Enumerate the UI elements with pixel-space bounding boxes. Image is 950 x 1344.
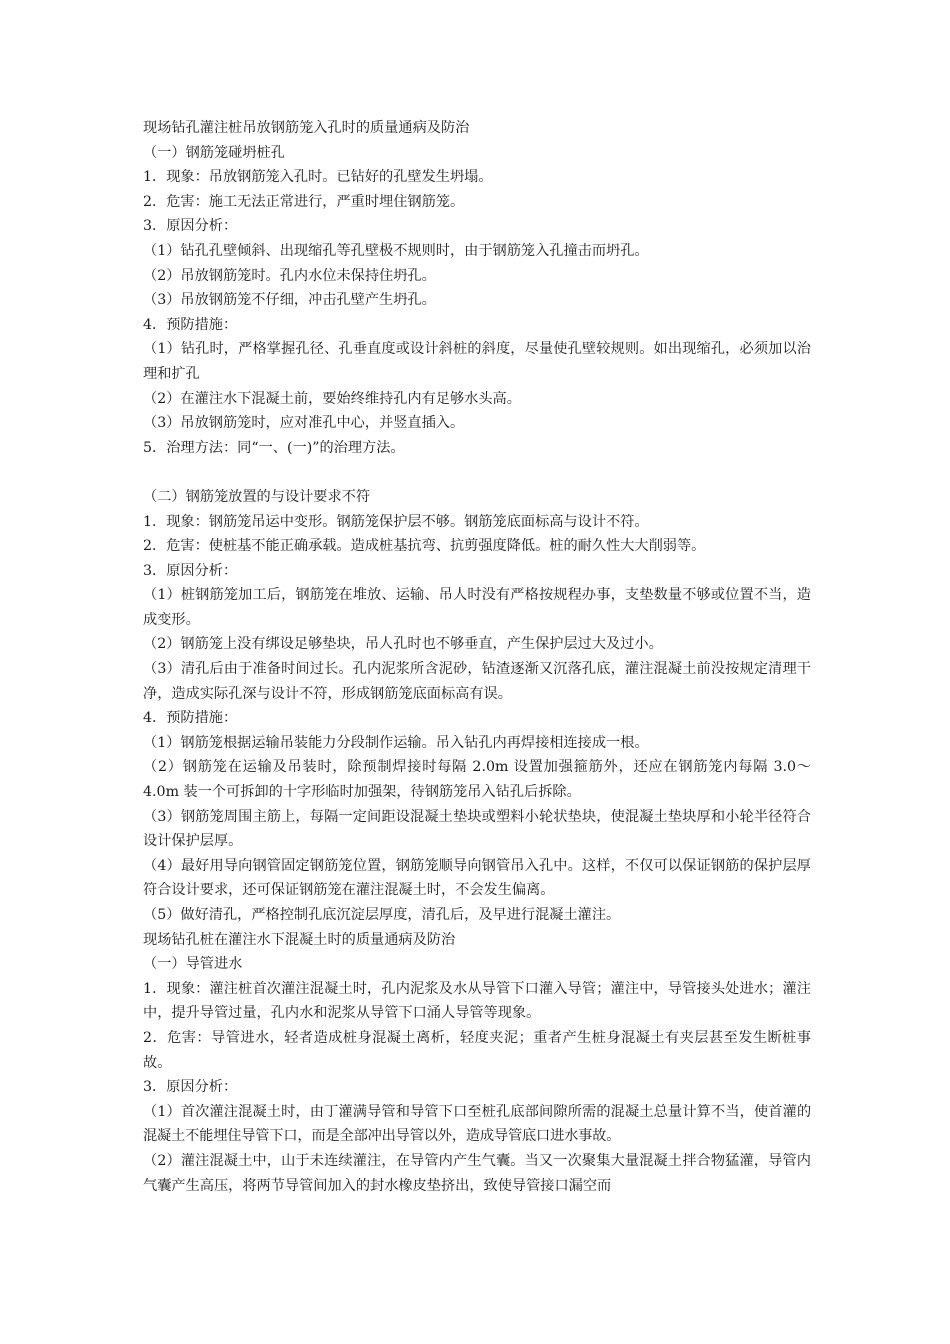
paragraph: 4．预防措施：	[143, 316, 238, 333]
paragraph: （4）最好用导向钢管固定钢筋笼位置，钢筋笼顺导向钢管吊入孔中。这样，不仅可以保证钢筋的保护层厚符合设计要求，还可保证钢筋笼在灌注混凝土时，不会发生偏离。	[143, 857, 811, 899]
paragraph: 3．原因分析：	[143, 1079, 238, 1096]
paragraph: （5）做好清孔，严格控制孔底沉淀层厚度，清孔后，及早进行混凝土灌注。	[143, 907, 621, 923]
blank-line	[143, 460, 811, 485]
paragraph: （1）首次灌注混凝土时，由丁灌满导管和导管下口至桩孔底部间隙所需的混凝土总量计算不当，使首灌的混凝土不能埋住导管下口，而是全部冲出导管以外，造成导管底口进水事故。	[143, 1103, 811, 1145]
paragraph: 3．原因分析：	[143, 218, 238, 235]
paragraph: 5．治理方法：同“一、(一)”的治理方法。	[143, 439, 405, 456]
paragraph: 4．预防措施：	[143, 710, 238, 727]
paragraph: 1．现象：吊放钢筋笼入孔时。已钻好的孔壁发生坍塌。	[143, 169, 493, 186]
paragraph: （3）吊放钢筋笼时，应对准孔中心，并竖直插入。	[143, 415, 465, 432]
doc-title: 现场钻孔桩在灌注水下混凝土时的质量通病及防治	[143, 931, 456, 948]
paragraph: （1）钻孔孔壁倾斜、出现缩孔等孔壁极不规则时，由于钢筋笼入孔撞击而坍孔。	[143, 242, 649, 259]
paragraph: 1．现象：灌注桩首次灌注混凝土时，孔内泥浆及水从导管下口灌入导管；灌注中，导管接头处进水；灌注中，提升导管过量，孔内水和泥浆从导管下口涌人导管等现象。	[143, 980, 811, 1022]
paragraph: （3）清孔后由于准备时间过长。孔内泥浆所含泥砂，钻渣逐渐又沉落孔底，灌注混凝土前没按规定清理干净，造成实际孔深与设计不符，形成钢筋笼底面标高有误。	[143, 661, 811, 702]
paragraph: 3．原因分析：	[143, 562, 238, 579]
document-body	[143, 116, 811, 1198]
paragraph: 2．危害：施工无法正常进行，严重时埋住钢筋笼。	[143, 193, 465, 210]
paragraph: （1）桩钢筋笼加工后，钢筋笼在堆放、运输、吊人时没有严格按规程办事，支垫数量不够或位置不当，造成变形。	[143, 587, 811, 628]
paragraph: （2）钢筋笼上没有绑设足够垫块，吊人孔时也不够垂直，产生保护层过大及过小。	[143, 636, 663, 653]
paragraph: 1．现象：钢筋笼吊运中变形。钢筋笼保护层不够。钢筋笼底面标高与设计不符。	[143, 513, 649, 530]
section-heading: （二）钢筋笼放置的与设计要求不符	[143, 488, 371, 505]
paragraph: （1）钻孔时，严格掌握孔径、孔垂直度或设计斜桩的斜度，尽量使孔壁较规则。如出现缩孔，必须加以治理和扩孔	[143, 341, 811, 382]
paragraph: 2．危害：导管进水，轻者造成桩身混凝土离析，轻度夹泥；重者产生桩身混凝土有夹层甚至发生断桩事故。	[143, 1029, 811, 1071]
paragraph: （1）钢筋笼根据运输吊装能力分段制作运输。吊入钻孔内再焊接相连接成一根。	[143, 734, 649, 751]
paragraph: （2）吊放钢筋笼时。孔内水位未保持住坍孔。	[143, 267, 436, 284]
section-heading: （一）导管进水	[143, 956, 243, 973]
paragraph: （2）钢筋笼在运输及吊装时，除预制焊接时每隔 2.0m 设置加强箍筋外，还应在钢筋笼内每隔 3.0～4.0m 装一个可拆卸的十字形临时加强架，待钢筋笼吊入钻孔后拆除。	[143, 759, 811, 801]
paragraph: （3）钢筋笼周围主筋上，每隔一定间距设混凝土垫块或塑料小轮状垫块，使混凝土垫块厚和小轮半径符合设计保护层厚。	[143, 808, 811, 850]
paragraph: （2）在灌注水下混凝土前，要始终维持孔内有足够水头高。	[143, 390, 521, 407]
paragraph: 2．危害：使桩基不能正确承载。造成桩基抗弯、抗剪强度降低。桩的耐久性大大削弱等。	[143, 538, 706, 555]
section-heading: （一）钢筋笼碰坍桩孔	[143, 144, 285, 161]
doc-title: 现场钻孔灌注桩吊放钢筋笼入孔时的质量通病及防治	[143, 120, 470, 136]
paragraph: （2）灌注混凝土中，山于未连续灌注，在导管内产生气囊。当又一次聚集大量混凝土拌合物猛灌，导管内气囊产生高压，将两节导管间加入的封水橡皮垫挤出，致使导管接口漏空而	[143, 1152, 811, 1194]
paragraph: （3）吊放钢筋笼不仔细，冲击孔壁产生坍孔。	[143, 292, 436, 309]
